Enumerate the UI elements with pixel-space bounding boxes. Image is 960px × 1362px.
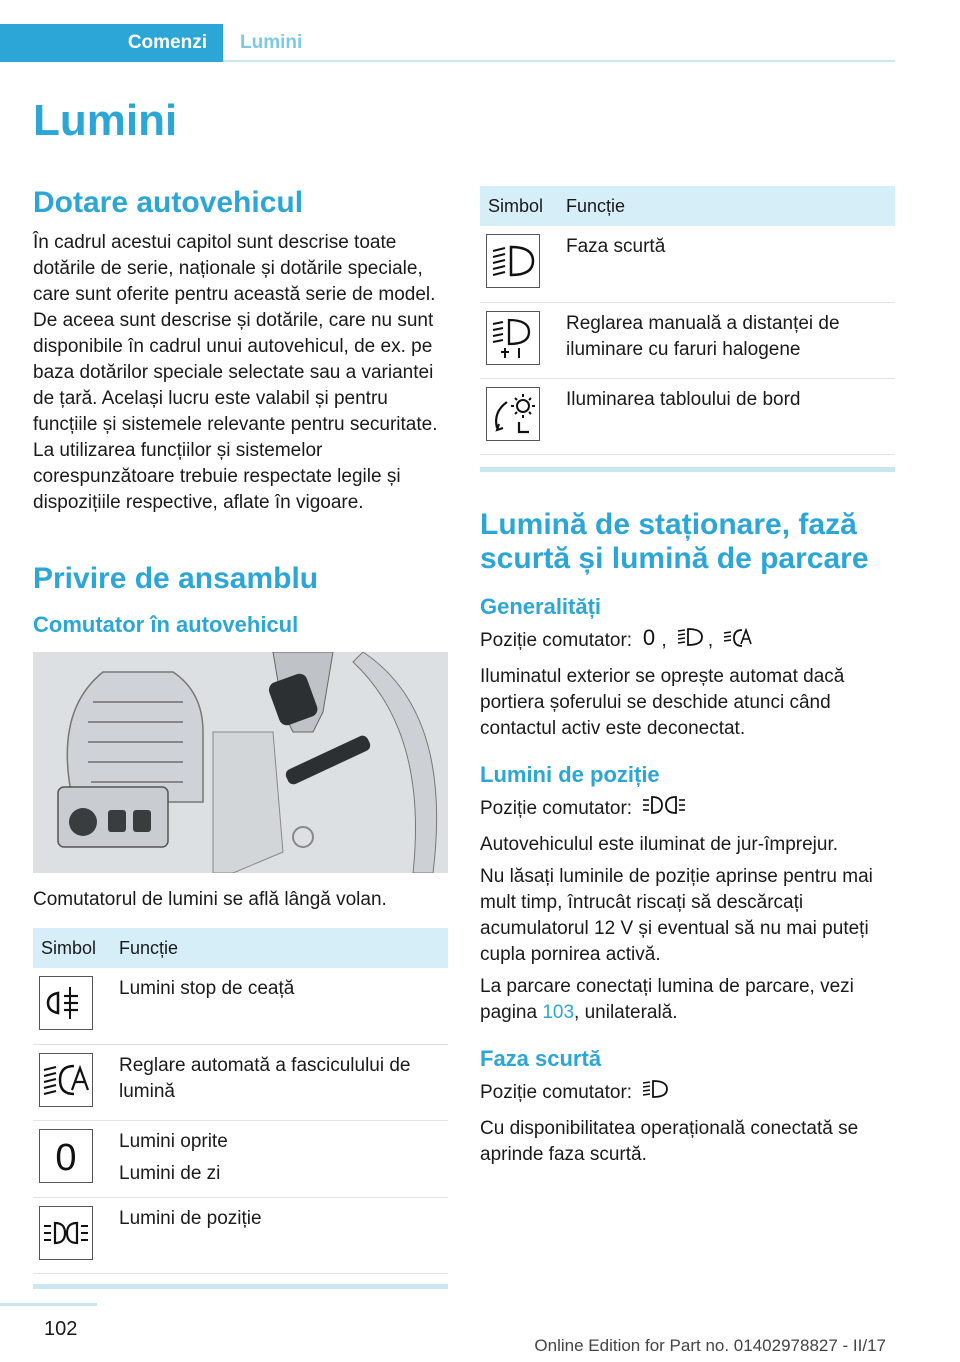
table-cell: Iluminarea tabloului de bord (558, 378, 895, 454)
table-cell (111, 1120, 448, 1197)
lights-off-icon (39, 1129, 93, 1183)
table-row (480, 226, 895, 302)
table-row (33, 968, 448, 1044)
tab-lumini[interactable]: Lumini (240, 32, 303, 53)
faza-scurta-text: Cu disponibilitatea operațională conectată se aprinde faza scurtă. (480, 1118, 859, 1165)
switch-position-line: Poziție comutator: 0 , , (480, 626, 895, 656)
daytime-lights-label: Lumini de zi (119, 1162, 221, 1184)
table-cell: Lumini de poziție (111, 1197, 448, 1273)
subsection-title-generalitati: Generalități (480, 594, 602, 619)
section-title-privire: Privire de ansamblu (33, 562, 319, 595)
dashboard-drawing (33, 652, 448, 873)
table-header-function: Funcție (111, 928, 448, 968)
table-row (33, 1044, 448, 1120)
table-row (480, 378, 895, 454)
subsection-title-faza-scurta: Faza scurtă (480, 1046, 602, 1071)
switch-position-line (480, 794, 895, 824)
pozitie-text-1: Autovehiculul este iluminat de jur-împrejur. (480, 834, 839, 855)
left-column (33, 186, 448, 638)
auto-headlight-icon (722, 626, 752, 656)
table-header-function: Funcție (558, 186, 895, 226)
page-number: 102 (44, 1318, 78, 1340)
pozitie-text-3 (480, 974, 895, 1026)
table-cell: Faza scurtă (558, 226, 895, 302)
table-row (480, 302, 895, 378)
pozitie-text-2: Nu lăsați luminile de poziție aprinse pentru mai mult timp, întrucât riscați să descărcați acumulatorul 12 V și eventual să nu mai puteți cupla pornirea activă. (480, 866, 873, 965)
dotare-text: În cadrul acestui capitol sunt descrise toate dotările de serie, naționale și dotările speciale, care sunt oferite pentru această serie de model. De aceea sunt descrise și dotările, care nu sunt disponibile în cadrul unui autovehicul, de ex. pe baza dotărilor speciale selectate sau a variantei de țară. Același lucru este valabil și pentru funcțiile și sistemele relevante pentru securitate. La utilizarea funcțiilor și sistemelor corespunzătoare trebuie respectate legile și dispozițiile respective, aflate în vigoare. (33, 232, 438, 513)
tab-comenzi[interactable]: Comenzi (0, 24, 223, 62)
footer-divider (0, 1303, 97, 1306)
svg-text:0: 0 (643, 626, 656, 648)
low-beam-icon (486, 234, 540, 288)
footer-edition: Online Edition for Part no. 01402978827 - II/17 (534, 1336, 886, 1355)
low-beam-icon (641, 1078, 669, 1108)
table-row (33, 1120, 448, 1197)
light-switch-illustration (33, 652, 448, 873)
table-cell: Reglare automată a fasciculului de lumină (111, 1044, 448, 1120)
instrument-light-icon (486, 387, 540, 441)
switch-position-line (480, 1078, 895, 1108)
auto-headlight-icon (39, 1053, 93, 1107)
table-row (33, 1197, 448, 1273)
table-cell: Reglarea manuală a distanței de iluminare cu faruri halogene (558, 302, 895, 378)
pozitie-text-3-start: La parcare conectați lumina de parcare, vezi pagina (480, 976, 854, 1023)
lights-off-label: Lumini oprite (119, 1130, 228, 1152)
lights-off-icon (641, 626, 657, 656)
subsection-title-pozitie: Lumini de poziție (480, 762, 660, 787)
right-symbol-table (480, 186, 895, 472)
parking-light-icon (641, 794, 687, 824)
section-title-lumina-stationare: Lumină de staționare, fază scurtă și lumină de parcare (480, 508, 869, 575)
section-title-dotare: Dotare autovehicul (33, 186, 304, 219)
left-symbol-table (33, 928, 448, 1289)
table-header-symbol: Simbol (480, 186, 558, 226)
page-link[interactable]: 103 (542, 1002, 575, 1023)
fog-light-icon (39, 976, 93, 1030)
header-tabs (0, 24, 895, 62)
table-header-symbol: Simbol (33, 928, 111, 968)
headlight-range-icon (486, 311, 540, 365)
switch-position-label: Poziție comutator: (480, 1082, 633, 1104)
right-column-text (480, 508, 895, 1168)
table-divider (480, 467, 895, 472)
svg-text:0: 0 (55, 1136, 77, 1176)
page-title: Lumini (33, 96, 178, 145)
low-beam-icon (676, 626, 704, 656)
switch-position-label: Poziție comutator: (480, 630, 633, 652)
parking-light-icon (39, 1206, 93, 1260)
pozitie-text-3-end: , unilaterală. (574, 1002, 678, 1023)
switch-position-label: Poziție comutator: (480, 798, 633, 820)
generalitati-text: Iluminatul exterior se oprește automat dacă portiera șoferului se deschide atunci când contactul activ este deconectat. (480, 666, 845, 739)
subsection-title-comutator: Comutator în autovehicul (33, 612, 299, 637)
table-divider (33, 1284, 448, 1289)
table-cell: Lumini stop de ceață (111, 968, 448, 1044)
switch-caption: Comutatorul de lumini se află lângă volan. (33, 889, 387, 910)
